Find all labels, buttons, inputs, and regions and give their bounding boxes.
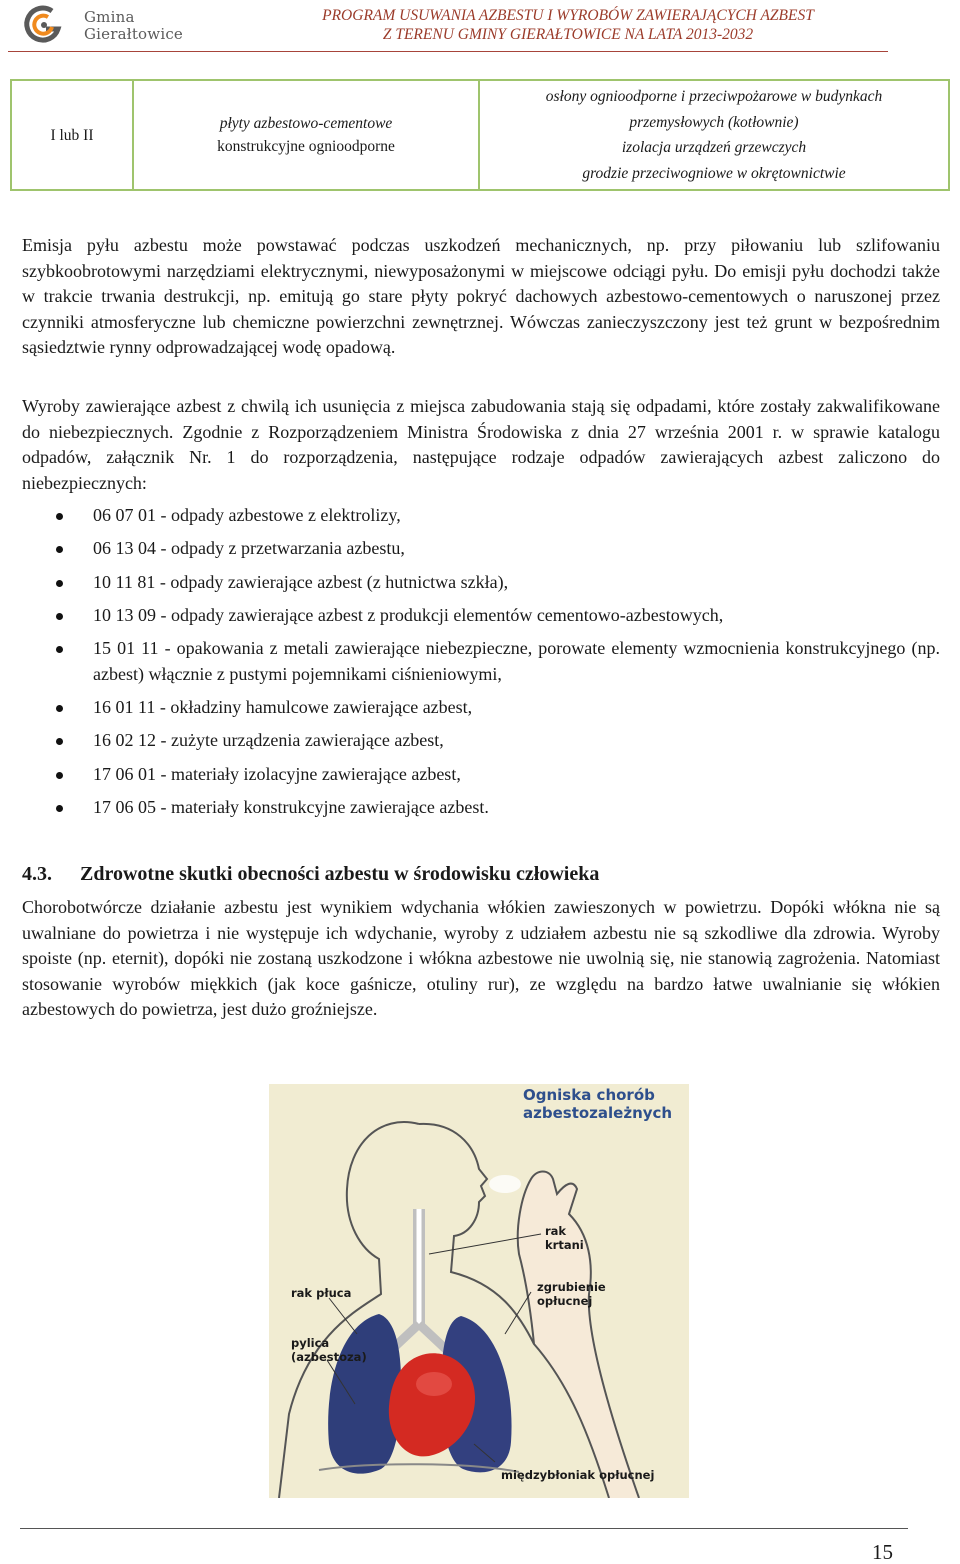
logo-line1: Gmina: [84, 8, 135, 26]
document-title: [248, 6, 888, 44]
list-item: [22, 795, 940, 821]
product-name-line2: konstrukcyjne ognioodporne: [217, 138, 395, 155]
document-title-line1: PROGRAM USUWANIA AZBESTU I WYROBÓW ZAWIERAJĄCYCH AZBEST: [322, 7, 814, 24]
label-asbestosis-line2: (azbestoza): [291, 1350, 367, 1364]
illustration-title-line1: Ogniska chorób: [523, 1086, 655, 1104]
bullet-icon: [56, 705, 63, 712]
list-item-text: 06 13 04 - odpady z przetwarzania azbestu,: [93, 538, 405, 559]
bullet-icon: [56, 580, 63, 587]
footer-divider: [20, 1528, 908, 1529]
label-pleural-thickening: [537, 1280, 606, 1308]
label-pleura-line1: zgrubienie: [537, 1280, 606, 1294]
list-item-text: 15 01 11 - opakowania z metali zawierające niebezpieczne, porowate elementy wzmocnienia konstrukcyjnego (np. azbest) włącznie z pustymi pojemnikami ciśnieniowymi,: [93, 638, 940, 684]
paragraph-health-effects: Chorobotwórcze działanie azbestu jest wynikiem wdychania włókien zawieszonych w powietrzu. Dopóki włókna nie są uwalniane do powietrza i nie występuje ich wdychanie, wyroby z udziałem azbestu nie są szkodliwe dla zdrowia. Wyroby spoiste (np. eternit), dopóki nie zostaną uszkodzone i włókna azbestowe nie uwolnią się, nie stanowią zagrożenia. Natomiast stosowanie wyrobów miękkich (jak koce gaśnicze, otuliny rur), ze względu na bardzo łatwe uwalnianie się włókien azbestowych do powietrza, jest dużo groźniejsze.: [22, 897, 940, 1020]
page-number: 15: [872, 1540, 893, 1564]
use-line: izolacja urządzeń grzewczych: [621, 139, 807, 156]
list-item-text: 16 02 12 - zużyte urządzenia zawierające azbest,: [93, 730, 444, 751]
list-item: [22, 536, 940, 562]
header-divider: [8, 51, 888, 52]
label-larynx-line1: rak: [545, 1224, 567, 1238]
label-asbestosis-line1: pylica: [291, 1336, 330, 1350]
list-item-text: 17 06 01 - materiały izolacyjne zawierające azbest,: [93, 763, 461, 784]
gmina-logo: [22, 3, 182, 47]
use-line: przemysłowych (kotłownie): [629, 113, 799, 131]
page-header: [8, 0, 888, 52]
gmina-logo-text: [84, 9, 183, 43]
bullet-icon: [56, 646, 63, 653]
gmina-logo-icon: [22, 3, 66, 47]
list-item: [22, 728, 940, 754]
use-line: grodzie przeciwogniowe w okrętownictwie: [582, 164, 846, 182]
logo-line2: Gierałtowice: [84, 25, 184, 43]
paragraph-waste-classification: Wyroby zawierające azbest z chwilą ich usunięcia z miejsca zabudowania stają się odpadami, które zostały zakwalifikowane do niebezpiecznych. Zgodnie z Rozporządzeniem Ministra Środowiska z dnia 27 września 2001 r. w sprawie katalogu odpadów, załącznik Nr. 1 do rozporządzenia, następujące rodzaje odpadów zawierających azbest zaliczono do niebezpiecznych:: [22, 396, 940, 493]
bullet-icon: [56, 805, 63, 812]
label-asbestosis: [291, 1336, 367, 1364]
list-item: [22, 636, 940, 687]
label-larynx-line2: krtani: [545, 1238, 584, 1252]
illustration-title: [523, 1086, 672, 1122]
bullet-icon: [56, 613, 63, 620]
label-mesothelioma: międzybłoniak opłucnej: [501, 1468, 655, 1482]
bullet-icon: [56, 772, 63, 779]
illustration-title-line2: azbestozależnych: [523, 1104, 673, 1122]
list-item: [22, 695, 940, 721]
list-item-text: 06 07 01 - odpady azbestowe z elektrolizy,: [93, 505, 401, 525]
list-item-text: 10 13 09 - odpady zawierające azbest z produkcji elementów cementowo-azbestowych,: [93, 604, 724, 625]
document-title-line2: Z TERENU GMINY GIERAŁTOWICE NA LATA 2013-2032: [382, 26, 754, 43]
product-class: I lub II: [50, 126, 94, 144]
bullet-icon: [56, 513, 63, 520]
label-larynx-cancer: [545, 1224, 584, 1252]
paragraph-dust-emission: Emisja pyłu azbestu może powstawać podczas uszkodzeń mechanicznych, np. przy piłowaniu lub szlifowaniu szybkoobrotowymi narzędziami elektrycznymi, niewyposażonymi w miejscowe odciągi pyłu. Do emisji pyłu dochodzi także w trakcie trwania destrukcji, np. emitują go stare płyty pokryć dachowych azbestowo-cementowych o naruszonej przez czynniki atmosferyczne lub chemiczne powierzchni zewnętrznej. Wówczas zanieczyszczony jest też grunt w bezpośrednim sąsiedztwie rynny odprowadzającej wodę opadową.: [22, 235, 940, 358]
asbestos-disease-illustration: [269, 1084, 689, 1498]
label-pleura-line2: opłucnej: [537, 1294, 593, 1308]
table-cell-class: [12, 81, 134, 189]
label-lung-cancer: rak płuca: [291, 1286, 352, 1300]
list-item: [22, 603, 940, 629]
product-name-line1: płyty azbestowo-cementowe: [219, 115, 393, 132]
section-number: 4.3.: [22, 863, 52, 885]
list-item: [22, 762, 940, 788]
table-cell-uses: [480, 81, 948, 189]
list-item: [22, 503, 940, 529]
section-heading: [22, 860, 599, 888]
use-line: osłony ognioodporne i przeciwpożarowe w budynkach: [545, 88, 883, 105]
table-cell-product: [134, 81, 480, 189]
list-item: [22, 570, 940, 596]
list-item-text: 17 06 05 - materiały konstrukcyjne zawierające azbest.: [93, 796, 489, 817]
bullet-icon: [56, 738, 63, 745]
bullet-icon: [56, 546, 63, 553]
list-item-text: 10 11 81 - odpady zawierające azbest (z hutnictwa szkła),: [93, 571, 509, 592]
asbestos-product-table: [10, 79, 950, 191]
section-title: Zdrowotne skutki obecności azbestu w środowisku człowieka: [80, 863, 600, 885]
list-item-text: 16 01 11 - okładziny hamulcowe zawierające azbest,: [93, 696, 473, 717]
waste-code-list: [22, 503, 940, 828]
